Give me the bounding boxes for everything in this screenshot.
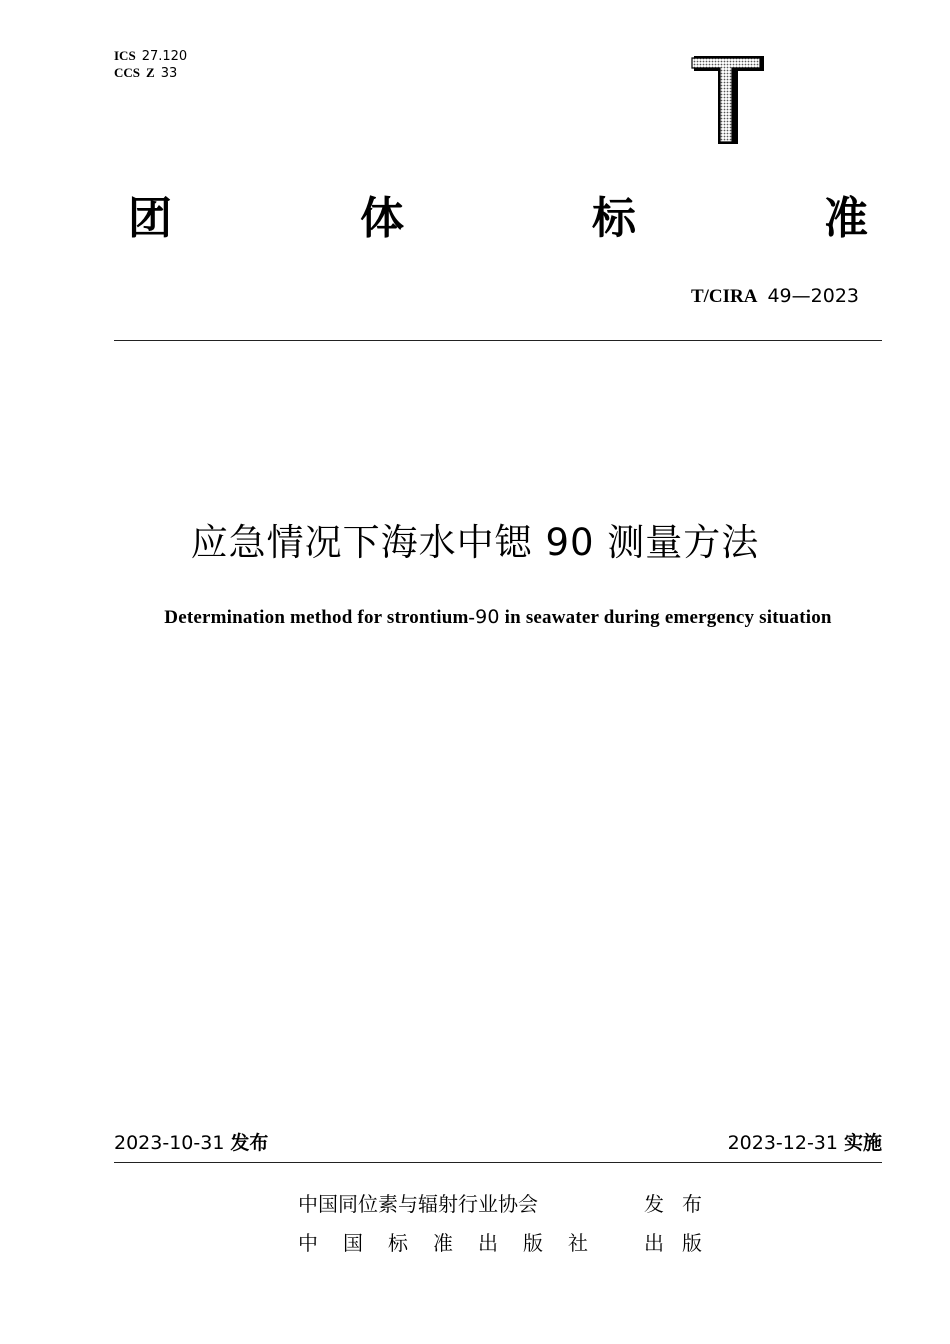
standard-number-value: 49—2023 (767, 285, 859, 307)
standard-number (691, 284, 859, 309)
ics-label: ICS (114, 48, 136, 63)
standard-type-char: 标 (592, 193, 636, 244)
ccs-code (114, 65, 177, 82)
title-english (0, 604, 950, 631)
implement-date (728, 1131, 882, 1155)
title-english-part2: in seawater during emergency situation (499, 607, 832, 628)
standard-type-char: 团 (128, 193, 172, 244)
title-english-part1: Determination method for strontium- (164, 607, 476, 628)
release-date (114, 1131, 268, 1155)
standard-type-heading (128, 192, 868, 246)
issuer-row (298, 1190, 720, 1218)
standard-number-prefix: T/CIRA (690, 286, 758, 307)
release-date-value: 2023-10-31 (114, 1132, 225, 1154)
issuer-action: 发布 (644, 1192, 720, 1216)
ccs-value: 33 (160, 66, 178, 81)
standard-type-char: 体 (360, 193, 404, 244)
standard-type-char: 准 (824, 193, 868, 244)
ics-value: 27.120 (141, 49, 188, 64)
title-chinese: 应急情况下海水中锶 90 测量方法 (190, 521, 760, 564)
press-row (298, 1229, 720, 1257)
release-label: 发布 (230, 1132, 269, 1154)
title-english-number: 90 (475, 606, 500, 628)
standard-type-t-logo (690, 54, 766, 146)
header-divider (114, 340, 882, 341)
implement-label: 实施 (843, 1132, 882, 1154)
ccs-letter: Z (146, 65, 155, 80)
footer-divider (114, 1162, 882, 1163)
press-action: 出版 (644, 1231, 720, 1255)
ics-code (114, 48, 187, 65)
issuer-name: 中国同位素与辐射行业协会 (298, 1192, 538, 1216)
implement-date-value: 2023-12-31 (727, 1132, 838, 1154)
ccs-label: CCS (114, 65, 141, 80)
press-name: 中国标准出版社 (298, 1231, 613, 1255)
